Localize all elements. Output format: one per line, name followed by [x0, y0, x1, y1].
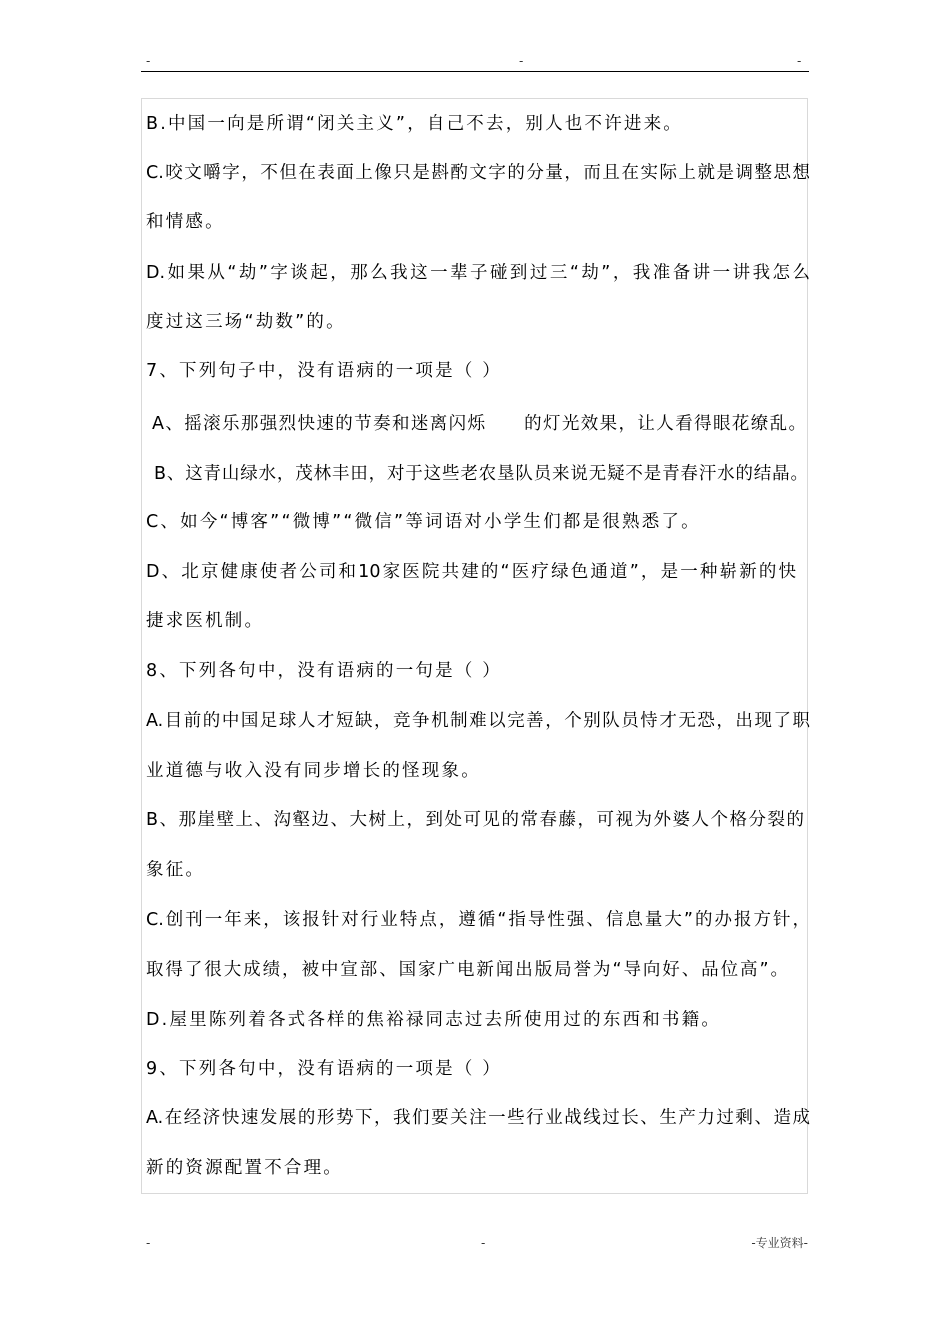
option-a-q8-line2: 业道德与收入没有同步增长的怪现象。 — [146, 761, 481, 781]
option-a-q9-line2: 新的资源配置不合理。 — [146, 1158, 343, 1178]
option-b-q8-line2: 象征。 — [146, 860, 206, 880]
header-rule — [141, 71, 809, 72]
option-d-q7-line2: 捷求医机制。 — [146, 611, 265, 631]
footer-mark-center: - — [481, 1236, 486, 1250]
option-b-q6: B.中国一向是所谓“闭关主义”，自己不去，别人也不许进来。 — [146, 114, 683, 134]
header-mark-right: - — [797, 54, 802, 68]
question-7: 7、下列句子中，没有语病的一项是（ ） — [146, 361, 502, 381]
option-a-q8-line1: A.目前的中国足球人才短缺，竞争机制难以完善，个别队员恃才无恐，出现了职 — [146, 711, 810, 731]
option-a-q9-line1: A.在经济快速发展的形势下，我们要关注一些行业战线过长、生产力过剩、造成 — [146, 1108, 810, 1128]
option-b-q7: B、这青山绿水，茂林丰田，对于这些老农垦队员来说无疑不是青春汗水的结晶。 — [154, 464, 808, 484]
option-d-q8: D.屋里陈列着各式各样的焦裕禄同志过去所使用过的东西和书籍。 — [146, 1010, 722, 1030]
option-d-q7-line1: D、北京健康使者公司和10家医院共建的“医疗绿色通道”，是一种崭新的快 — [146, 562, 796, 582]
header-mark-left: - — [146, 54, 151, 68]
option-c-q6-line1: C.咬文嚼字，不但在表面上像只是斟酌文字的分量，而且在实际上就是调整思想 — [146, 163, 810, 183]
option-c-q8-line2: 取得了很大成绩，被中宣部、国家广电新闻出版局誉为“导向好、品位高”。 — [146, 960, 788, 980]
footer-label: -专业资料- — [751, 1236, 808, 1250]
question-8: 8、下列各句中，没有语病的一句是（ ） — [146, 661, 502, 681]
option-c-q6-line2: 和情感。 — [146, 212, 225, 232]
option-a-q7: A、摇滚乐那强烈快速的节奏和迷离闪烁 的灯光效果，让人看得眼花缭乱。 — [152, 414, 806, 434]
header-mark-center: - — [519, 54, 524, 68]
option-d-q6-line2: 度过这三场“劫数”的。 — [146, 312, 346, 332]
option-b-q8-line1: B、那崖壁上、沟壑边、大树上，到处可见的常春藤，可视为外婆人个格分裂的 — [146, 810, 804, 830]
option-c-q7: C、如今“博客”“微博”“微信”等词语对小学生们都是很熟悉了。 — [146, 512, 701, 532]
footer-mark-left: - — [146, 1236, 151, 1250]
option-d-q6-line1: D.如果从“劫”字谈起，那么我这一辈子碰到过三“劫”，我准备讲一讲我怎么 — [146, 263, 810, 283]
question-9: 9、下列各句中，没有语病的一项是（ ） — [146, 1059, 502, 1079]
option-c-q8-line1: C.创刊一年来，该报针对行业特点，遵循“指导性强、信息量大”的办报方针， — [146, 910, 810, 930]
